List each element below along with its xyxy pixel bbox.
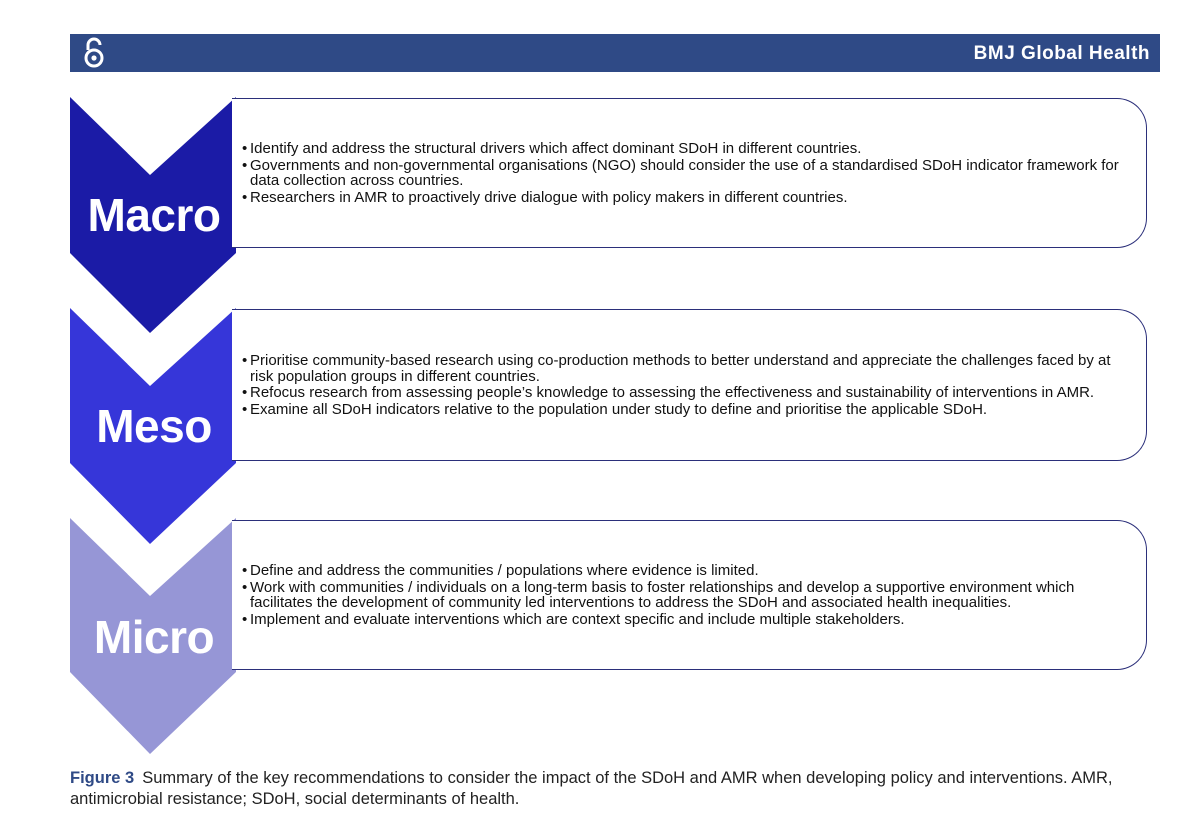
recommendation-list — [232, 140, 1146, 206]
list-item: • Researchers in AMR to proactively drive dialogue with policy makers in different countries. — [242, 190, 1134, 206]
recommendation-list — [232, 352, 1146, 418]
level-label-meso: Meso — [96, 400, 212, 452]
level-label-macro: Macro — [87, 189, 221, 241]
recommendation-box-meso — [232, 309, 1147, 461]
level-label-micro: Micro — [93, 611, 215, 663]
list-item: • Prioritise community-based research using co-production methods to better understand and appreciate the challenges faced by at risk population groups in different countries. — [242, 353, 1134, 384]
list-item: • Identify and address the structural drivers which affect dominant SDoH in different countries. — [242, 141, 1134, 157]
caption-text: Summary of the key recommendations to consider the impact of the SDoH and AMR when developing policy and interventions. AMR, antimicrobial resistance; SDoH, social determinants of health. — [70, 769, 1113, 808]
list-item: • Refocus research from assessing people’s knowledge to assessing the effectiveness and sustainability of interventions in AMR. — [242, 385, 1134, 401]
recommendation-box-micro — [232, 520, 1147, 670]
recommendation-box-macro — [232, 98, 1147, 248]
list-item: • Define and address the communities / populations where evidence is limited. — [242, 563, 1134, 579]
recommendation-list — [232, 562, 1146, 628]
figure-caption — [70, 768, 1150, 810]
journal-name: BMJ Global Health — [973, 43, 1150, 64]
list-item: • Implement and evaluate interventions which are context specific and include multiple stakeholders. — [242, 612, 1134, 628]
list-item: • Work with communities / individuals on a long-term basis to foster relationships and develop a supportive environment which facilitates the development of community led interventions to address the SDoH and associated health inequalities. — [242, 580, 1134, 611]
list-item: • Examine all SDoH indicators relative to the population under study to define and prioritise the applicable SDoH. — [242, 402, 1134, 418]
list-item: • Governments and non-governmental organisations (NGO) should consider the use of a standardised SDoH indicator framework for data collection across countries. — [242, 158, 1134, 189]
figure-label: Figure 3 — [70, 769, 135, 787]
